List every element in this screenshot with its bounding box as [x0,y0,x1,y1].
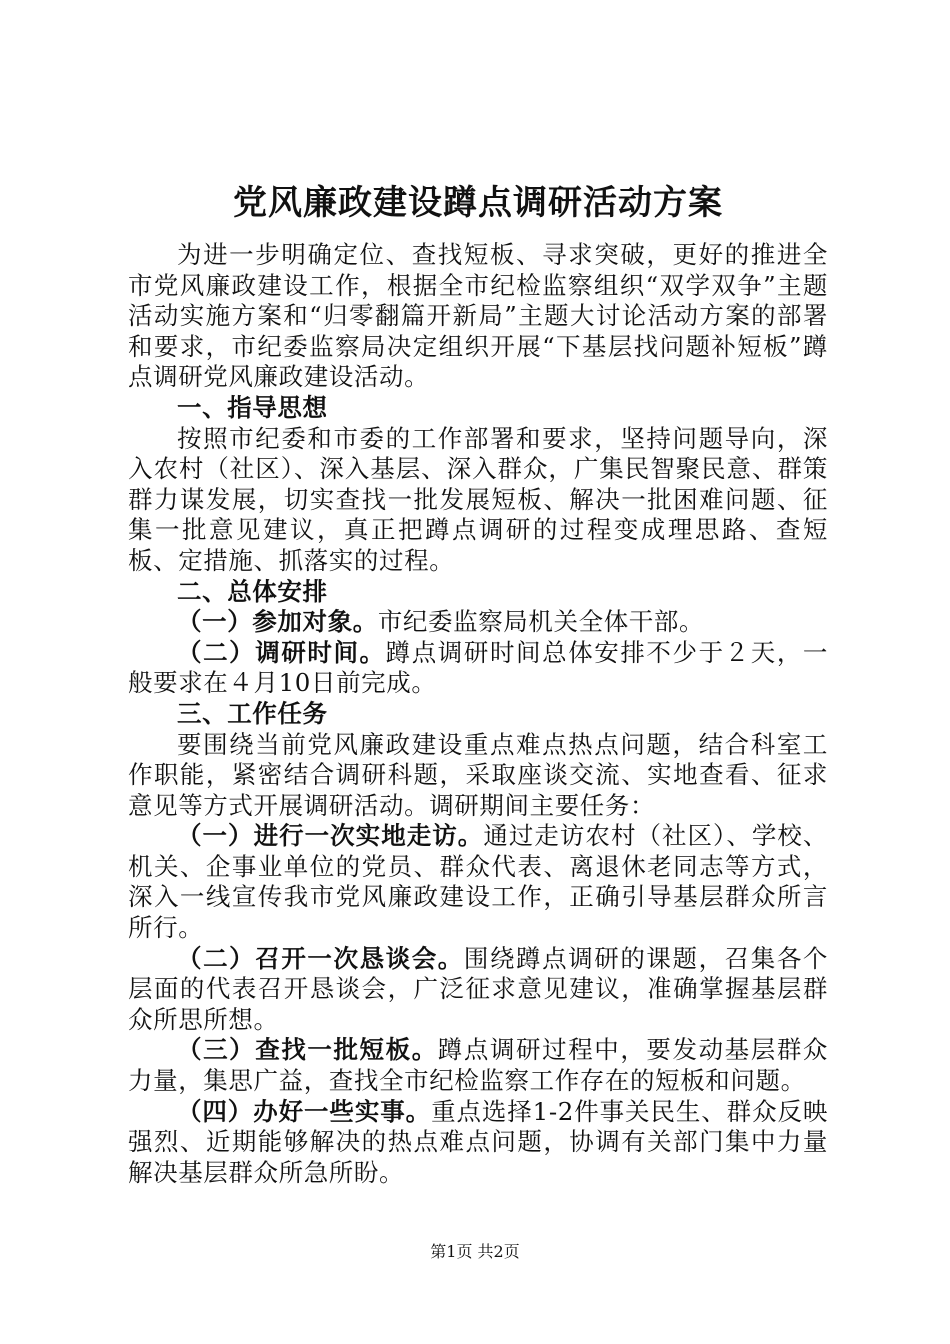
section-heading-3: 三、工作任务 [177,698,328,728]
section-3-body: 要围绕当前党风廉政建设重点难点热点问题，结合科室工作职能，紧密结合调研科题，采取座谈交流、实地查看、征求意见等方式开展调研活动。调研期间主要任务： [128,729,828,820]
item-text: 重点选择1-2件事关民生、群众反映强烈、近期能够解决的热点难点问题，协调有关部门集中力量解决基层群众所急所盼。 [128,1096,828,1187]
page-footer: 第1页 共2页 [430,1242,520,1261]
section-1-body: 按照市纪委和市委的工作部署和要求，坚持问题导向，深入农村（社区）、深入基层、深入群众，广集民智聚民意、群策群力谋发展，切实查找一批发展短板、解决一批困难问题、征集一批意见建议，真正把蹲点调研的过程变成理思路、查短板、定措施、抓落实的过程。 [128,423,828,575]
document-page [128,176,828,1188]
document-title: 党风廉政建设蹲点调研活动方案 [233,183,723,223]
section-3-item-1 [128,821,828,943]
section-3-item-3 [128,1035,828,1096]
item-lead: （二）调研时间。 [177,637,386,667]
item-text: 通过走访农村（社区）、学校、机关、企事业单位的党员、群众代表、离退休老同志等方式，深入一线宣传我市党风廉政建设工作，正确引导基层群众所言所行。 [128,821,828,943]
intro-paragraph: 为进一步明确定位、查找短板、寻求突破，更好的推进全市党风廉政建设工作，根据全市纪检监察组织“双学双争”主题活动实施方案和“归零翻篇开新局”主题大讨论活动方案的部署和要求，市纪委监察局决定组织开展“下基层找问题补短板”蹲点调研党风廉政建设活动。 [128,240,828,392]
item-text: 市纪委监察局机关全体干部。 [377,607,705,637]
item-lead: （三）查找一批短板。 [177,1035,438,1065]
section-3-item-2 [128,944,828,1036]
item-lead: （四）办好一些实事。 [177,1096,432,1126]
section-2-item-2 [128,638,828,699]
item-text: 蹲点调研时间总体安排不少于２天，一般要求在４月10日前完成。 [128,637,828,698]
section-heading-1: 一、指导思想 [177,392,328,422]
section-2-item-1 [128,607,828,638]
item-lead: （一）参加对象。 [177,607,378,637]
section-3-item-4 [128,1097,828,1189]
item-text: 蹲点调研过程中，要发动基层群众力量，集思广益，查找全市纪检监察工作存在的短板和问题。 [128,1035,829,1096]
section-heading-2: 二、总体安排 [177,576,328,606]
item-lead: （一）进行一次实地走访。 [177,821,484,851]
item-lead: （二）召开一次恳谈会。 [177,943,464,973]
item-text: 围绕蹲点调研的课题，召集各个层面的代表召开恳谈会，广泛征求意见建议，准确掌握基层群众所思所想。 [128,943,828,1034]
